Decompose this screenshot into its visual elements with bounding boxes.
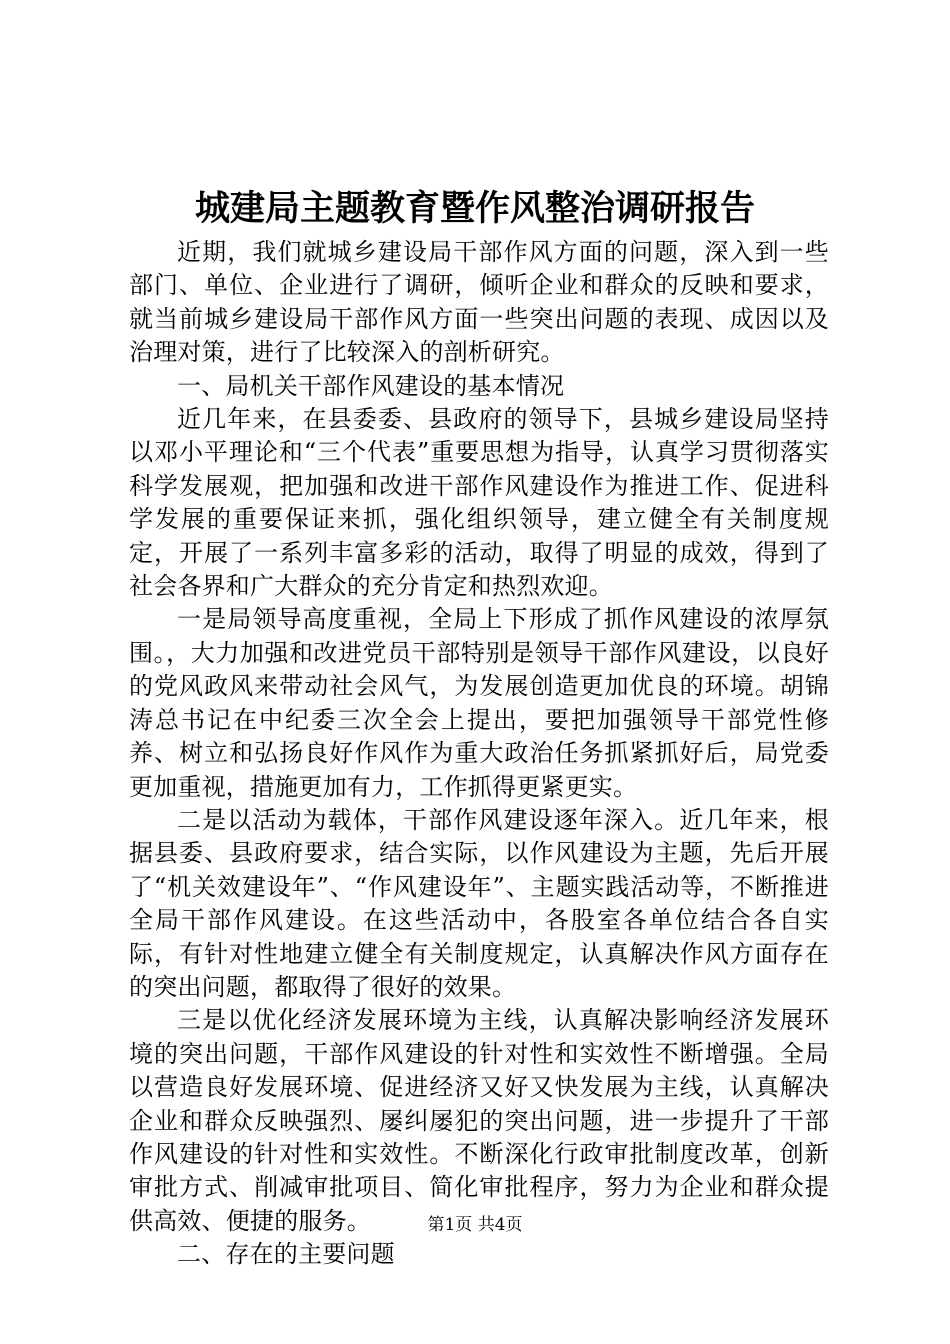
body-paragraph: 近几年来，在县委委、县政府的领导下，县城乡建设局坚持以邓小平理论和“三个代表”重要思想为指导，认真学习贯彻落实科学发展观，把加强和改进干部作风建设作为推进工作、促进科学发展的重要保证来抓，强化组织领导，建立健全有关制度规定，开展了一系列丰富多彩的活动，取得了明显的成效，得到了社会各界和广大群众的充分肯定和热烈欢迎。 bbox=[129, 405, 829, 601]
section-heading-2: 二、存在的主要问题 bbox=[177, 1240, 395, 1269]
document-title: 城建局主题教育暨作风整治调研报告 bbox=[194, 188, 755, 229]
body-paragraph: 一是局领导高度重视，全局上下形成了抓作风建设的浓厚氛围。，大力加强和改进党员干部特别是领导干部作风建设，以良好的党风政风来带动社会风气，为发展创造更加优良的环境。胡锦涛总书记在中纪委三次全会上提出，要把加强领导干部党性修养、树立和弘扬良好作风作为重大政治任务抓紧抓好后，局党委更加重视，措施更加有力，工作抓得更紧更实。 bbox=[129, 605, 829, 801]
body-paragraph: 二是以活动为载体，干部作风建设逐年深入。近几年来，根据县委、县政府要求，结合实际，以作风建设为主题，先后开展了“机关效建设年”、“作风建设年”、主题实践活动等，不断推进全局干部作风建设。在这些活动中，各股室各单位结合各自实际，有针对性地建立健全有关制度规定，认真解决作风方面存在的突出问题，都取得了很好的效果。 bbox=[129, 805, 829, 1001]
body-paragraph: 三是以优化经济发展环境为主线，认真解决影响经济发展环境的突出问题，干部作风建设的针对性和实效性不断增强。全局以营造良好发展环境、促进经济又好又快发展为主线，认真解决企业和群众反映强烈、屡纠屡犯的突出问题，进一步提升了干部作风建设的针对性和实效性。不断深化行政审批制度改革，创新审批方式、削减审批项目、简化审批程序，努力为企业和群众提供高效、便捷的服务。 bbox=[129, 1006, 829, 1235]
section-heading-1: 一、局机关干部作风建设的基本情况 bbox=[177, 371, 565, 400]
document-body bbox=[129, 236, 829, 1272]
intro-paragraph: 近期，我们就城乡建设局干部作风方面的问题，深入到一些部门、单位、企业进行了调研，倾听企业和群众的反映和要求，就当前城乡建设局干部作风方面一些突出问题的表现、成因以及治理对策，进行了比较深入的剖析研究。 bbox=[129, 238, 829, 367]
page-number-footer: 第1页 共4页 bbox=[427, 1215, 523, 1235]
